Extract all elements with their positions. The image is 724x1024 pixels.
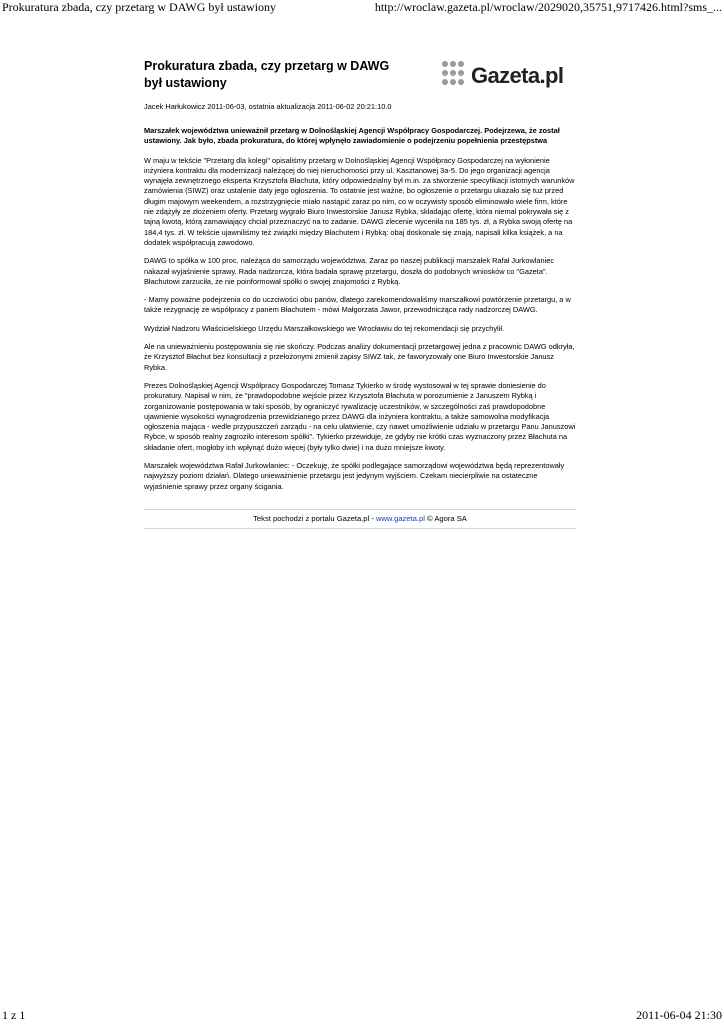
article-byline: Jacek Harłukowicz 2011-06-03, ostatnia aktualizacja 2011-06-02 20:21:10.0: [144, 102, 392, 111]
print-footer-datetime: 2011-06-04 21:30: [636, 1008, 722, 1022]
source-prefix: Tekst pochodzi z portalu Gazeta.pl -: [253, 513, 376, 523]
article-lead: Marszałek województwa unieważnił przetarg w Dolnośląskiej Agencji Współpracy Gospodarczej. Podejrzewa, że został ustawiony. Jak było, zbada prokuratura, do której wpłynęło zawiadomienie o podejrzeniu popełnienia przestępstwa: [144, 126, 560, 146]
print-header-title: Prokuratura zbada, czy przetarg w DAWG był ustawiony: [2, 0, 277, 14]
article-paragraph: W maju w tekście "Przetarg dla kolegi" opisaliśmy przetarg w Dolnośląskiej Agencji Współpracy Gospodarczej na wyłonienie inżyniera kontraktu dla modernizacji należącej do niej nieruchomości przy ul. Kasztanowej 3a-5. Do jego organizacji agencja wynajęła zewnętrznego eksperta Krzysztofa Błachuta, który odpowiedzialny był m.in. za stworzenie specyfikacji istotnych warunków zamówienia (SIWZ) oraz ustalenie daty jego ogłoszenia. To ostatnie jest ważne, bo ogłoszenie o przetargu ukazało się tuż przed długim majowym weekendem, a rozstrzygnięcie miało nastąpić zaraz po nim, co w oczywisty sposób eliminowało wiele firm, które nie zdążyły ze złożeniem oferty. Przetarg wygrało Biuro Inwestorskie Janusz Rybka, składając ofertę, która niemal pokrywała się z tajną kwotą, którą zamawiający chciał przeznaczyć na to zadanie. DAWG zlecenie wyceniła na 185 tys. zł, a Rybka swoją ofertę na 184,4 tys. zł. W tekście ujawniliśmy też związki między Błachutem i Rybką: obaj doskonale się znają, napisali kilka książek, a na dodatek współpracują zawodowo.: [144, 155, 575, 247]
logo-text: Gazeta.pl: [471, 63, 564, 88]
print-header-url: http://wroclaw.gazeta.pl/wroclaw/2029020,35751,9717426.html?sms_...: [374, 0, 722, 14]
gazeta-logo: [440, 58, 578, 90]
article-body: [144, 156, 576, 492]
article-paragraph: Marszałek województwa Rafał Jurkowlaniec: - Oczekuję, że spółki podlegające samorządowi województwa będą reprezentowały najwyższy poziom działań. Dlatego unieważnienie przetargu jest jedynym wyjściem. Czekam niecierpliwie na ostateczne wyjaśnienie sprawy przez organy ścigania.: [144, 461, 565, 491]
print-header: [0, 0, 724, 16]
source-link[interactable]: www.gazeta.pl: [375, 513, 425, 523]
article-paragraph: DAWG to spółka w 100 proc. należąca do samorządu województwa. Zaraz po naszej publikacji marszałek Rafał Jurkowlaniec nakazał wyjaśnienie sprawy. Rada nadzorcza, która badała sprawę przetargu, doszła do podobnych wniosków co "Gazeta". Błachutowi zarzuciła, że nie poinformował spółki o swojej znajomości z Rybką.: [144, 256, 555, 286]
article-paragraph: Wydział Nadzoru Właścicielskiego Urzędu Marszałkowskiego we Wrocławiu do tej rekomendacji się przychylił.: [144, 323, 505, 333]
print-footer-page: 1 z 1: [2, 1008, 26, 1022]
article-paragraph: Ale na unieważnieniu postępowania się nie skończy. Podczas analizy dokumentacji przetargowej jedna z pracownic DAWG odkryła, że Krzysztof Błachut bez konsultacji z przełożonymi zmienił zapisy SIWZ tak, że faworyzowały one Biuro Inwestorskie Janusz Rybka.: [144, 342, 575, 372]
article-paragraph: - Mamy poważne podejrzenia co do uczciwości obu panów, dlatego zarekomendowaliśmy marszałkowi powtórzenie przetargu, a w także rezygnację ze współpracy z panem Błachutem - mówi Małgorzata Jawor, przewodnicząca rady nadzorczej DAWG.: [144, 295, 571, 315]
article: [144, 58, 576, 529]
source-suffix: © Agora SA: [424, 513, 467, 523]
source-note: [144, 509, 576, 529]
print-footer: [0, 1008, 724, 1024]
logo-dots-icon: [442, 61, 464, 85]
article-title: Prokuratura zbada, czy przetarg w DAWG był ustawiony: [144, 59, 390, 90]
article-paragraph: Prezes Dolnośląskiej Agencji Współpracy Gospodarczej Tomasz Tykierko w środę wystosował w tej sprawie doniesienie do prokuratury. Napisał w nim, że "prawdopodobne wejście przez Krzysztofa Błachuta w porozumienie z Januszem Rybką i zorganizowanie postępowania w taki sposób, by ograniczyć rywalizację uczestników, w szczególności zaś prawdopodobne ujawnienie wysokości wynagrodzenia przewidzianego przez DAWG dla inżyniera kontraktu, a także samowolna modyfikacja ogłoszenia mająca - wedle przypuszczeń zarządu - na celu ułatwienie, czy nawet umożliwienie udziału w przetargu Panu Januszowi Rybce, w sposób realny zagroziło interesom spółki". Tykierko przewiduje, że gdyby nie krótki czas wyznaczony przez Błachuta na składanie ofert, mogłoby ich wpłynąć dużo więcej (były tylko dwie) i na dużo mniejsze kwoty.: [144, 380, 576, 452]
